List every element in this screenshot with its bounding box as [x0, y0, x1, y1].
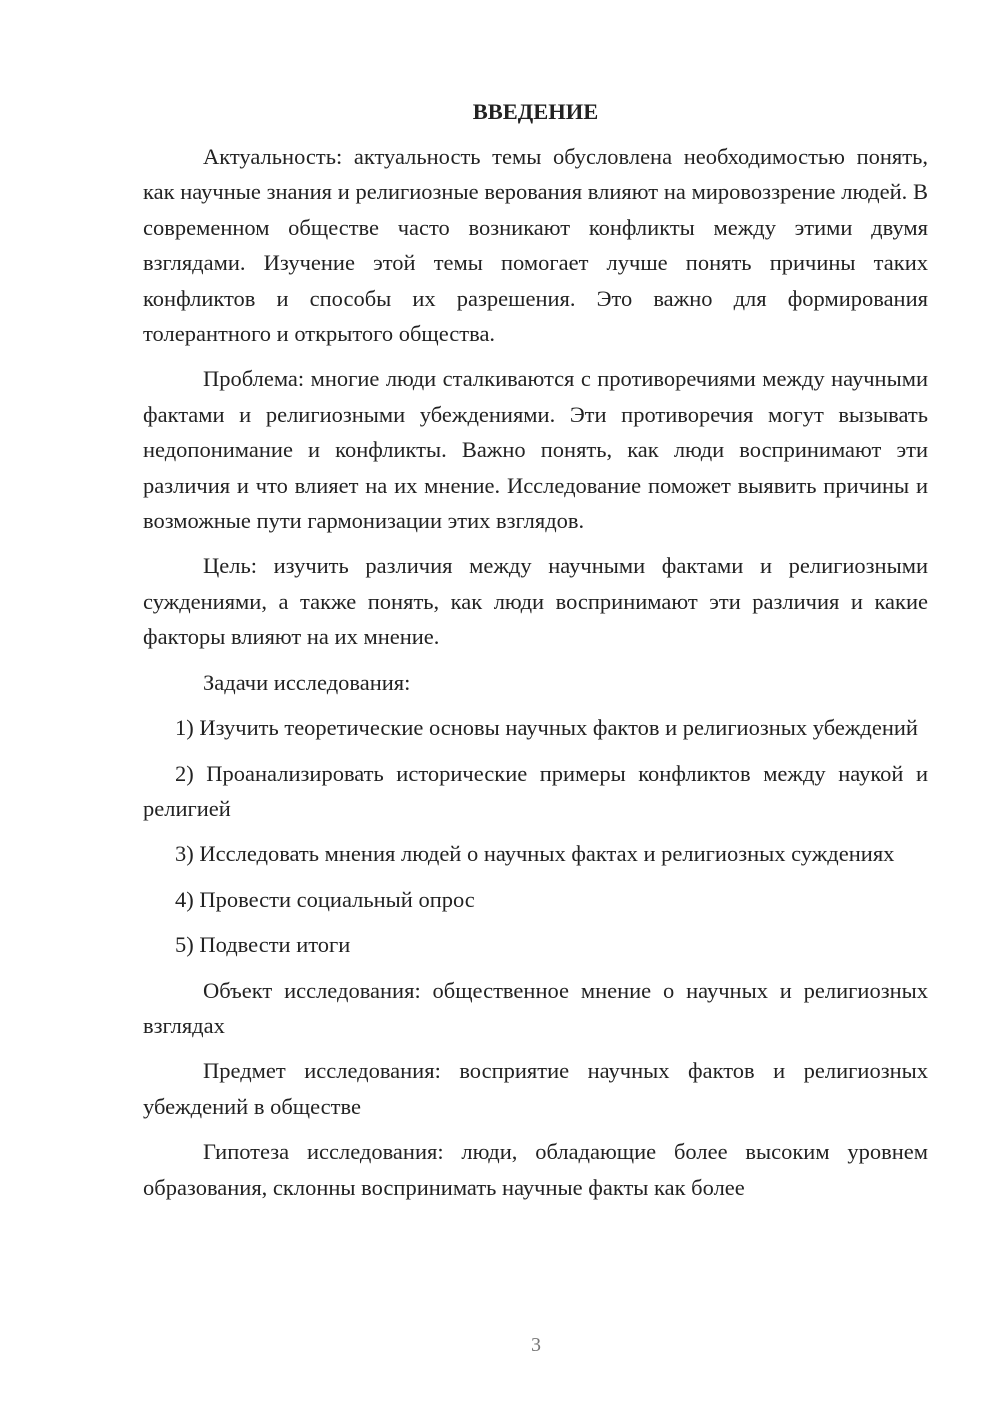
document-body — [143, 95, 928, 1215]
task-item: 1) Изучить теоретические основы научных фактов и религиозных убеждений — [175, 715, 918, 741]
paragraph-goal: Цель: изучить различия между научными фактами и религиозными суждениями, а также понять, как люди воспринимают эти различия и какие факторы влияют на их мнение. — [143, 553, 928, 650]
paragraph-relevance: Актуальность: актуальность темы обусловлена необходимостью понять, как научные знания и религиозные верования влияют на мировоззрение людей. В современном обществе часто возникают конфликты между этими двумя взглядами. Изучение этой темы помогает лучше понять причины таких конфликтов и способы их разрешения. Это важно для формирования толерантного и открытого общества. — [143, 144, 928, 347]
paragraph-object: Объект исследования: общественное мнение о научных и религиозных взглядах — [143, 977, 928, 1038]
paragraph-hypothesis: Гипотеза исследования: люди, обладающие более высоким уровнем образования, склонны воспринимать научные факты как более — [143, 1139, 928, 1200]
section-title: ВВЕДЕНИЕ — [472, 99, 599, 124]
task-item: 5) Подвести итоги — [175, 932, 351, 958]
paragraph-problem: Проблема: многие люди сталкиваются с противоречиями между научными фактами и религиозными убеждениями. Эти противоречия могут вызывать недопонимание и конфликты. Важно понять, как люди воспринимают эти различия и что влияет на их мнение. Исследование поможет выявить причины и возможные пути гармонизации этих взглядов. — [143, 366, 928, 534]
task-item: 2) Проанализировать исторические примеры конфликтов между наукой и религией — [143, 760, 928, 821]
page-number: 3 — [531, 1334, 541, 1356]
task-item: 4) Провести социальный опрос — [175, 886, 475, 912]
paragraph-subject: Предмет исследования: восприятие научных фактов и религиозных убеждений в обществе — [143, 1058, 928, 1119]
task-item: 3) Исследовать мнения людей о научных фактах и религиозных суждениях — [175, 841, 895, 867]
paragraph-tasks-heading: Задачи исследования: — [203, 669, 411, 695]
